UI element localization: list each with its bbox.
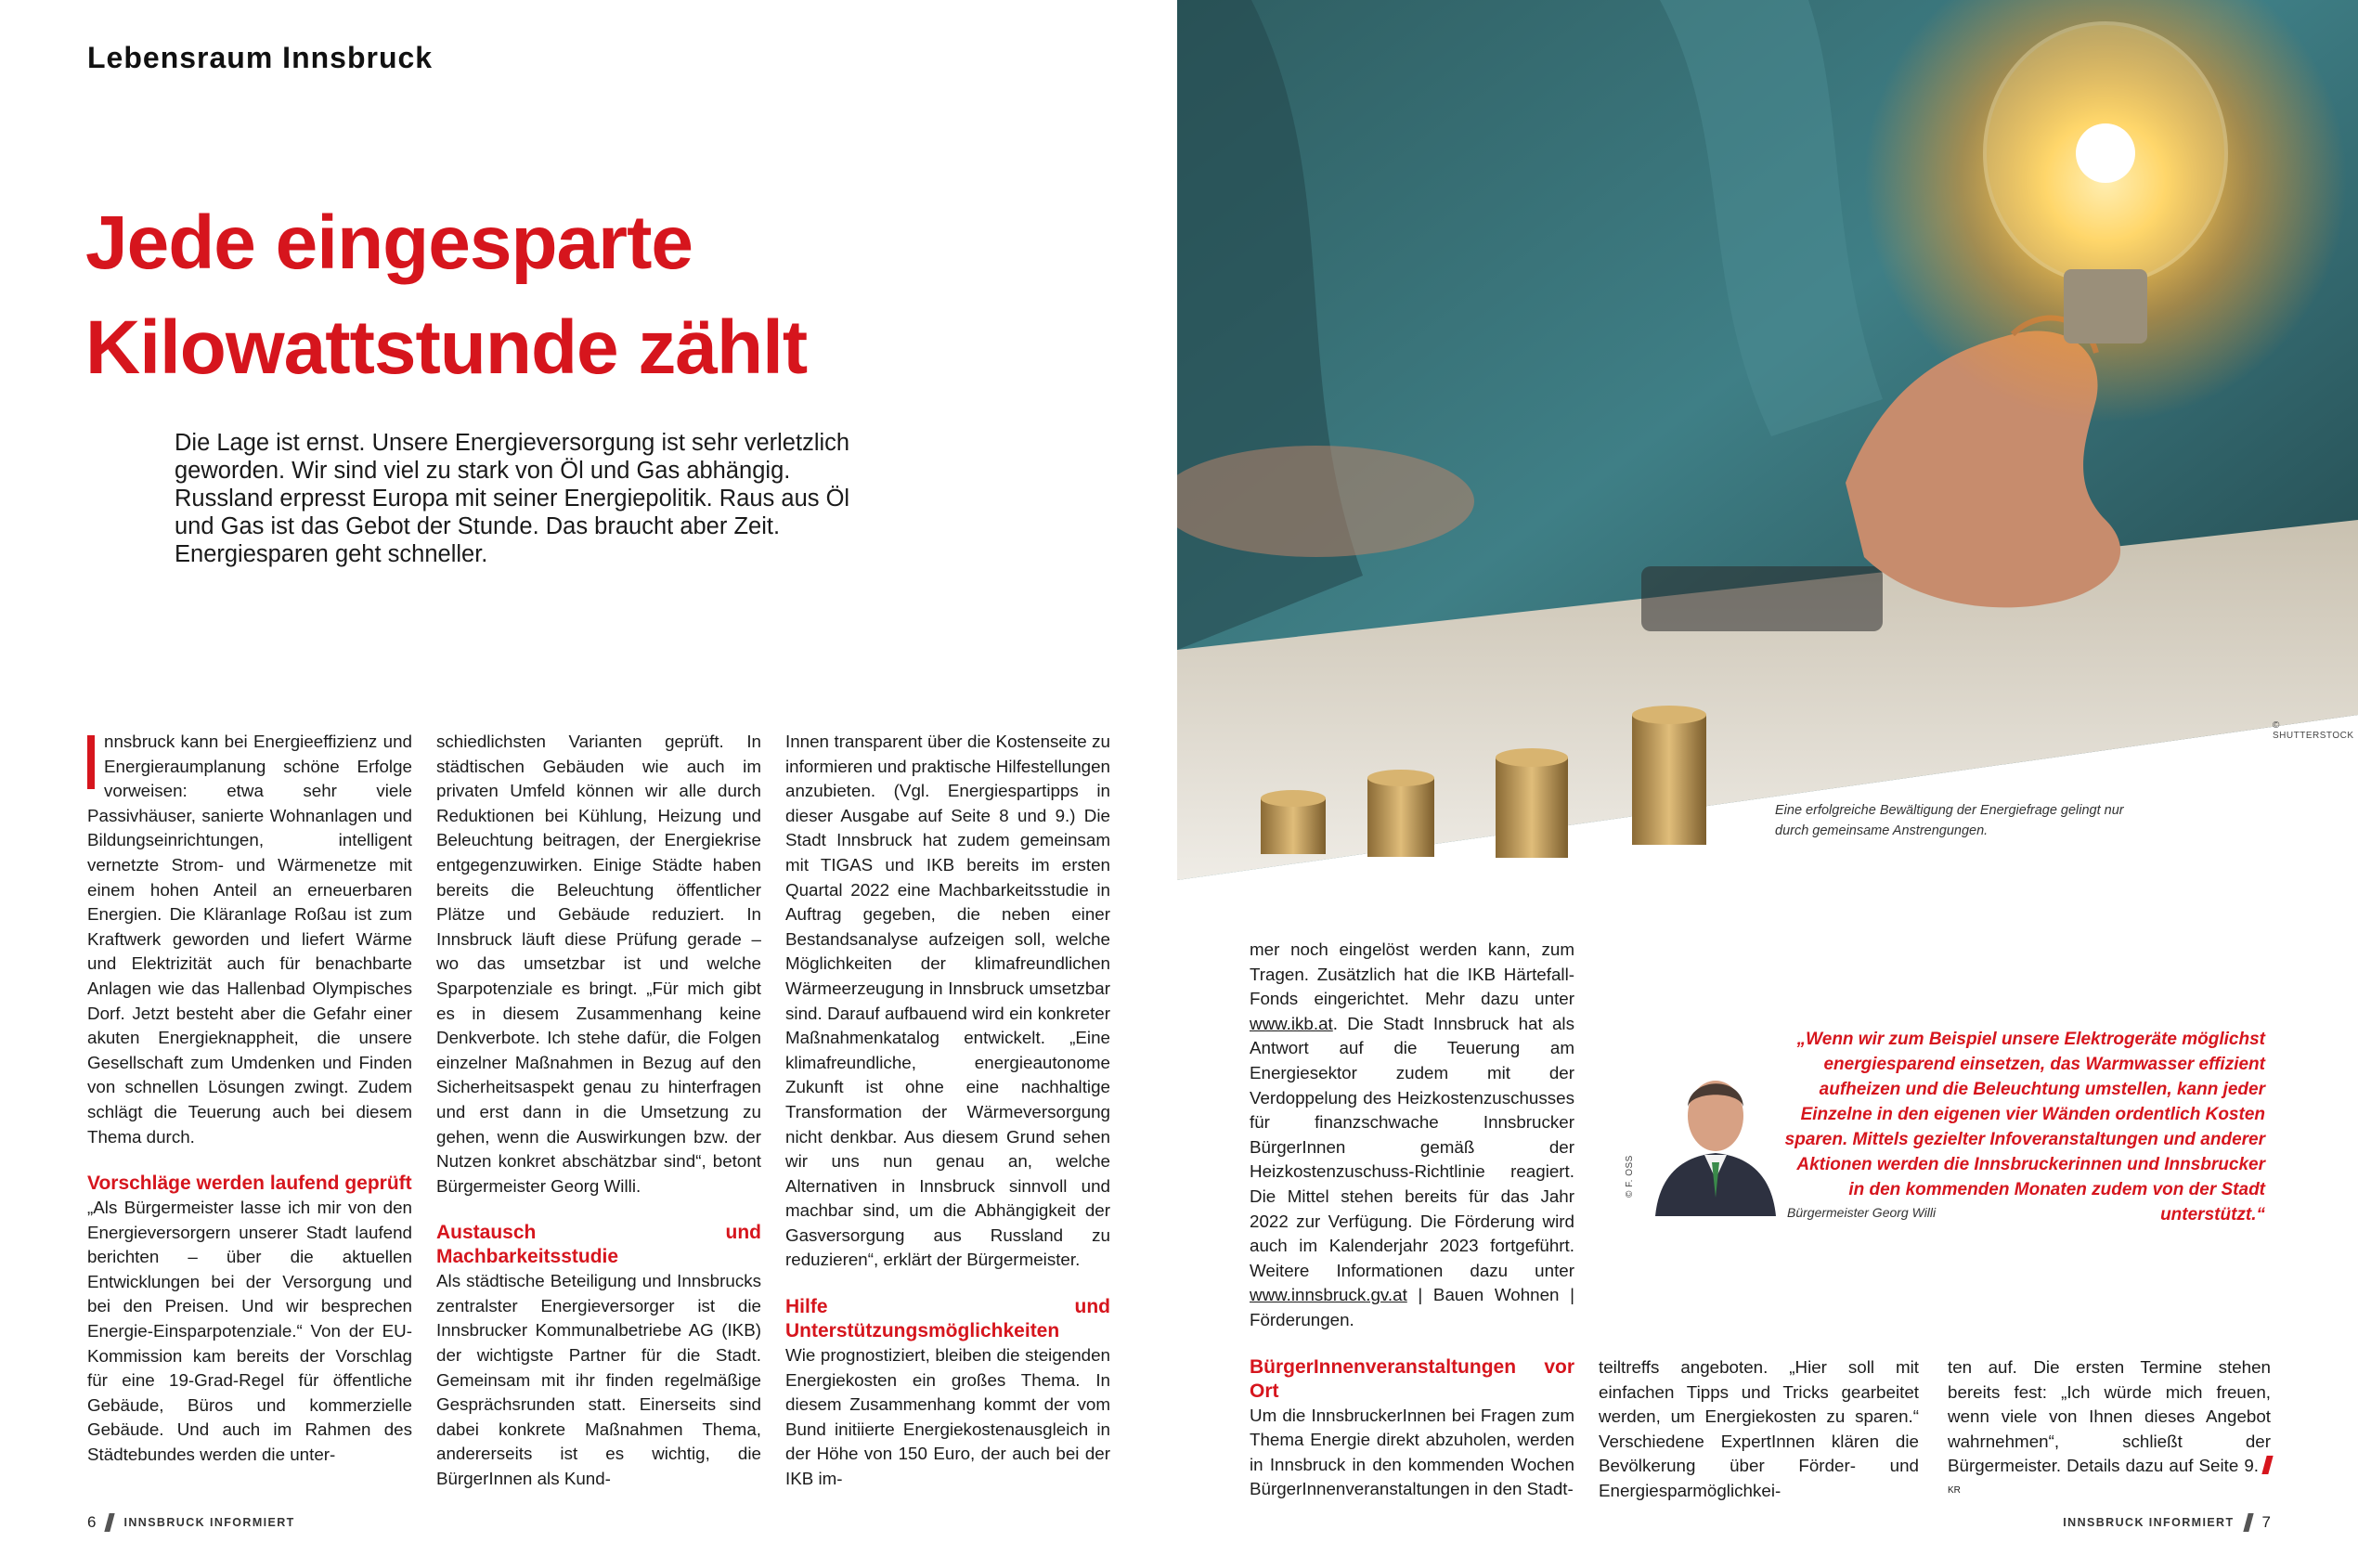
paragraph: Um die InnsbruckerInnen bei Fragen zum Thema Energie direkt abzuholen, werden in Innsbruck in den kommenden Wochen BürgerInnenveranstaltungen in den Stadt- <box>1250 1405 1574 1499</box>
subheading: Vorschläge werden laufend geprüft <box>87 1173 412 1195</box>
paragraph: Als städtische Beteiligung und Innsbrucks zentralster Energieversorger ist die Innsbrucker Kommunalbetriebe AG (IKB) der wichtigste Partner für die Stadt. Gemeinsam mit ihr finden regelmäßige Gesprächsrunden statt. Einerseits sind dabei konkrete Maßnahmen Thema, andererseits ist es wichtig, die BürgerInnen als Kund- <box>436 1271 761 1489</box>
article-column-1 <box>87 730 412 1468</box>
lead-paragraph: Die Lage ist ernst. Unsere Energieversorgung ist sehr verletzlich geworden. Wir sind viel zu stark von Öl und Gas abhängig. Russland erpresst Europa mit seiner Energiepolitik. Raus aus Öl und Gas ist das Gebot der Stunde. Das braucht aber Zeit. Energiesparen geht schneller. <box>175 430 850 567</box>
hero-photo-lightbulb <box>1177 0 2358 880</box>
page-number-right: 7 <box>2261 1513 2271 1531</box>
paragraph: ten auf. Die ersten Termine stehen bereits fest: „Ich würde mich freuen, wenn viele von Ihnen dieses Angebot wahrnehmen“, schließt der Bürgermeister. Details dazu auf Seite 9. $^{KR}$ <box>1948 1355 2271 1506</box>
subheading: BürgerInnenveranstaltungen vor Ort <box>1250 1355 1574 1402</box>
magazine-name-right: INNSBRUCK INFORMIERT <box>2063 1516 2235 1529</box>
subheading: Hilfe und Unterstützungsmöglichkeiten <box>785 1296 1110 1342</box>
author-initials: KR <box>1948 1484 1961 1496</box>
paragraph: „Als Bürgermeister lasse ich mir von den Energieversorgern unserer Stadt laufend berichten – über die aktuellen Entwicklungen bei der Versorgung und bei den Preisen. Und wir besprechen Energie-Einsparpotenziale.“ Von der EU-Kommission kam bereits der Vorschlag für eine 19-Grad-Regel für öffentliche Gebäude, Büros und kommerzielle Gebäude. Und auch im Rahmen des Städtebundes werden die unter- <box>87 1198 412 1465</box>
slash-icon <box>2243 1513 2253 1532</box>
link-innsbruck[interactable]: www.innsbruck.gv.at <box>1250 1285 1407 1305</box>
quote-author: Bürgermeister Georg Willi <box>1787 1205 1937 1220</box>
paragraph: Innen transparent über die Kostenseite zu informieren und praktische Hilfestellungen anzubieten. (Vgl. Energiespartipps in dieser Ausgabe auf Seite 8 und 9.) Die Stadt Innsbruck hat zudem gemeinsam mit TIGAS und IKB bereits im ersten Quartal 2022 eine Machbarkeitsstudie in Auftrag gegeben, die neben einer Bestandsanalyse aufzeigen soll, welche Möglichkeiten der klimafreundlichen Wärmeerzeugung in Innsbruck umsetzbar sind. Darauf aufbauend wird ein konkreter Maßnahmenkatalog entwickelt. „Eine klimafreundliche, energieautonome Zukunft ist ohne eine nachhaltige Transformation der Wärmeversorgung nicht denkbar. Aus diesem Grund sehen wir uns nun genau an, welche Alternativen in Innsbruck sinnvoll und machbar sind, um die Abhängigkeit der Gasversorgung aus Russland zu reduzieren“, erklärt der Bürgermeister. <box>785 732 1110 1270</box>
paragraph: teiltreffs angeboten. „Hier soll mit einfachen Tipps und Tricks gearbeitet werden, um Energiekosten zu sparen.“ Verschiedene ExpertInnen klären die Bevölkerung über Förder- und Energiesparmöglichkei- <box>1599 1357 1919 1500</box>
photo-caption: Eine erfolgreiche Bewältigung der Energiefrage gelingt nur durch gemeinsame Anstrengungen. <box>1775 803 2124 838</box>
portrait-photo <box>1651 1049 1781 1216</box>
section-label: Lebensraum Innsbruck <box>87 41 434 74</box>
footer-right <box>2063 1513 2271 1532</box>
subheading: Austausch und Machbarkeitsstudie <box>436 1222 761 1268</box>
portrait-credit: © F. OSS <box>1625 1155 1635 1198</box>
headline <box>85 190 1107 400</box>
article-column-6 <box>1948 1355 2271 1506</box>
paragraph: nnsbruck kann bei Energieeffizienz und Energieraumplanung schöne Erfolge vorweisen: etwa sehr viele Passivhäuser, sanierte Wohnanlagen und Bildungseinrichtungen, intelligent vernetzte Strom- und Wärmenetze mit einem hohen Anteil an erneuerbaren Energien. Die Kläranlage Roßau ist zum Kraftwerk geworden und liefert Wärme und Elektrizität auch für benachbarte Anlagen wie das Hallenbad Olympisches Dorf. Jetzt besteht aber die Gefahr einer akuten Energieknappheit, die unsere Gesellschaft zum Umdenken und Finden von schnellen Lösungen zwingt. Zudem schlägt die Teuerung auch bei diesem Thema durch. <box>87 732 412 1147</box>
pull-quote: „Wenn wir zum Beispiel unsere Elektrogeräte möglichst energiesparend einsetzen, das Warmwasser effizient aufheizen und die Beleuchtung umstellen, kann jeder Einzelne in den eigenen vier Wänden ordentlich Kosten sparen. Mittels gezielter Infoveranstaltungen und anderer Aktionen werden die Innsbruckerinnen und Innsbrucker in den kommenden Monaten zudem von der Stadt unterstützt.“ <box>1784 1030 2265 1225</box>
paragraph: schiedlichsten Varianten geprüft. In städtischen Gebäuden wie auch im privaten Umfeld können wir alle durch Reduktionen bei Kühlung, Heizung und Beleuchtung beitragen, der Energiekrise entgegenzuwirken. Einige Städte haben bereits die Beleuchtung öffentlicher Plätze und Gebäude reduziert. In Innsbruck läuft diese Prüfung gerade – wo das umsetzbar ist und welche Sparpotenziale es bringt. „Für mich gibt es in diesem Zusammenhang keine Denkverbote. Ich stehe dafür, die Folgen einzelner Maßnahmen in Bezug auf den Sicherheitsaspekt genau zu hinterfragen und erst dann in die Umsetzung zu gehen, wenn die Auswirkungen bzw. der Nutzen konkret abschätzbar sind“, betont Bürgermeister Georg Willi. <box>436 732 761 1196</box>
article-column-5 <box>1599 1355 1919 1504</box>
end-mark <box>2261 1456 2273 1474</box>
headline-line-2: Kilowattstunde zählt <box>85 305 808 390</box>
magazine-name-left: INNSBRUCK INFORMIERT <box>123 1516 295 1529</box>
slash-icon <box>105 1513 115 1532</box>
headline-line-1: Jede eingesparte <box>85 201 693 285</box>
article-column-4 <box>1250 938 1574 1502</box>
paragraph: Wie prognostiziert, bleiben die steigenden Energiekosten ein großes Thema. In diesem Zusammenhang kommt der vom Bund initiierte Energiekostenausgleich in der Höhe von 150 Euro, der auch bei der IKB im- <box>785 1345 1110 1489</box>
article-column-3 <box>785 730 1110 1492</box>
page-number-left: 6 <box>87 1513 97 1531</box>
article-column-2 <box>436 730 761 1492</box>
link-ikb[interactable]: www.ikb.at <box>1250 1013 1333 1033</box>
paragraph: mer noch eingelöst werden kann, zum Tragen. Zusätzlich hat die IKB Härtefall-Fonds eingerichtet. Mehr dazu unter www.ikb.at. Die Stadt Innsbruck hat als Antwort auf die Teuerung am Energiesektor zudem mit der Verdoppelung des Heizkostenzuschusses für finanzschwache Innsbrucker BürgerInnen gemäß der Heizkostenzuschuss-Richtlinie reagiert. Die Mittel stehen bereits für das Jahr 2022 zur Verfügung. Die Förderung wird auch im Kalenderjahr 2023 fortgeführt. Weitere Informationen dazu unter www.innsbruck.gv.at | Bauen Wohnen | Förderungen. <box>1250 940 1574 1329</box>
footer-left <box>87 1513 295 1532</box>
dropcap-i <box>87 735 95 789</box>
photo-credit: © SHUTTERSTOCK <box>2273 720 2354 741</box>
